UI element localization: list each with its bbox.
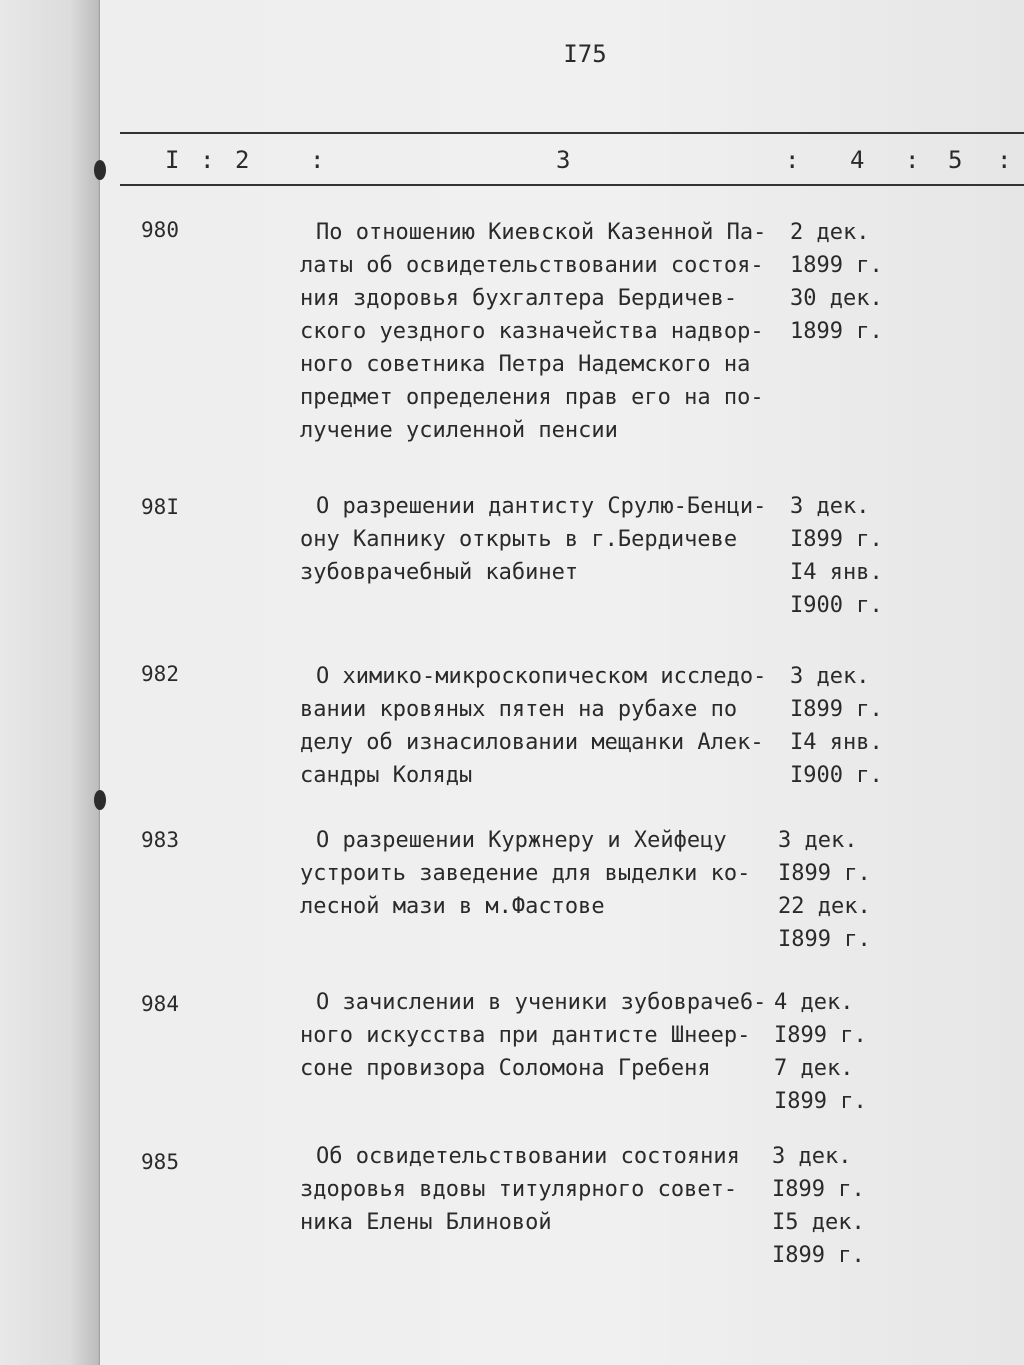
description-line: О зачислении в ученики зубовраче6- [316,990,767,1015]
description-line: ского уездного казначейства надвор- [300,319,764,344]
column-header-5: 5 [948,146,963,174]
date-end-day: I4 янв. [790,730,883,755]
column-header-4: 4 [850,146,865,174]
description-line: сандры Коляды [300,763,473,788]
date-start-year: I899 г. [774,1023,867,1048]
entry-dates [770,660,900,792]
entry-number: 982 [141,662,179,686]
entry-description [300,216,790,447]
entry-dates [770,824,900,956]
entry-dates [770,986,900,1118]
description-line: ника Елены Блиновой [300,1210,552,1235]
entry-number: 98I [141,495,179,519]
description-line: здоровья вдовы титулярного совет- [300,1177,738,1202]
date-end-day: 30 дек. [790,286,883,311]
column-header-2: 2 [235,146,250,174]
entry-number: 985 [141,1150,179,1174]
entry-number: 984 [141,992,179,1016]
entry-description [300,660,790,792]
date-end-year: I899 г. [774,1089,867,1114]
description-line: Об освидетельствовании состояния [316,1144,740,1169]
entry-number: 983 [141,828,179,852]
description-line: ния здоровья бухгалтера Бердичев- [300,286,738,311]
date-start-year: I899 г. [772,1177,865,1202]
description-line: ного искусства при дантисте Шнеер- [300,1023,751,1048]
column-separator: : [200,146,215,174]
date-end-day: I4 янв. [790,560,883,585]
page-number: I75 [563,40,607,68]
entry-dates [770,1140,900,1272]
entry-description [300,824,790,923]
date-start-year: I899 г. [778,861,871,886]
entry-description [300,490,790,589]
entry-dates [770,216,900,348]
date-end-year: I900 г. [790,763,883,788]
header-rule-top [120,132,1024,134]
entry-dates [770,490,900,622]
entry-description [300,986,790,1085]
column-separator: : [997,146,1012,174]
date-start-day: 3 дек. [778,828,858,853]
date-start-year: I899 г. [790,527,883,552]
date-start-year: I899 г. [790,697,883,722]
date-start-day: 3 дек. [790,494,870,519]
description-line: ону Капнику открыть в г.Бердичеве [300,527,738,552]
date-end-day: 7 дек. [774,1056,854,1081]
description-line: предмет определения прав его на по- [300,385,764,410]
column-separator: : [905,146,920,174]
column-header-3: 3 [556,146,571,174]
column-separator: : [785,146,800,174]
column-header-1: I [165,146,180,174]
description-line: соне провизора Соломона Гребеня [300,1056,711,1081]
date-end-year: 1899 г. [790,319,883,344]
description-line: делу об изнасиловании мещанки Алек- [300,730,764,755]
description-line: лучение усиленной пенсии [300,418,618,443]
binding-hole [94,160,106,180]
description-line: устроить заведение для выделки ко- [300,861,751,886]
description-line: О химико-микроскопическом исследо- [316,664,767,689]
date-start-year: 1899 г. [790,253,883,278]
date-start-day: 3 дек. [790,664,870,689]
description-line: По отношению Киевской Казенной Па- [316,220,767,245]
date-end-year: I899 г. [778,927,871,952]
binding-gutter [0,0,100,1365]
entry-description [300,1140,790,1239]
entry-number: 980 [141,218,179,242]
binding-hole [94,790,106,810]
header-rule-bottom [120,184,1024,186]
date-end-year: I900 г. [790,593,883,618]
description-line: латы об освидетельствовании состоя- [300,253,764,278]
date-end-year: I899 г. [772,1243,865,1268]
description-line: О разрешении Куржнеру и Хейфецу [316,828,727,853]
date-start-day: 4 дек. [774,990,854,1015]
description-line: вании кровяных пятен на рубахе по [300,697,738,722]
description-line: ного советника Петра Надемского на [300,352,751,377]
date-end-day: I5 дек. [772,1210,865,1235]
description-line: лесной мази в м.Фастове [300,894,605,919]
column-separator: : [310,146,325,174]
description-line: зубоврачебный кабинет [300,560,579,585]
date-start-day: 3 дек. [772,1144,852,1169]
date-start-day: 2 дек. [790,220,870,245]
date-end-day: 22 дек. [778,894,871,919]
description-line: О разрешении дантисту Срулю-Бенци- [316,494,767,519]
